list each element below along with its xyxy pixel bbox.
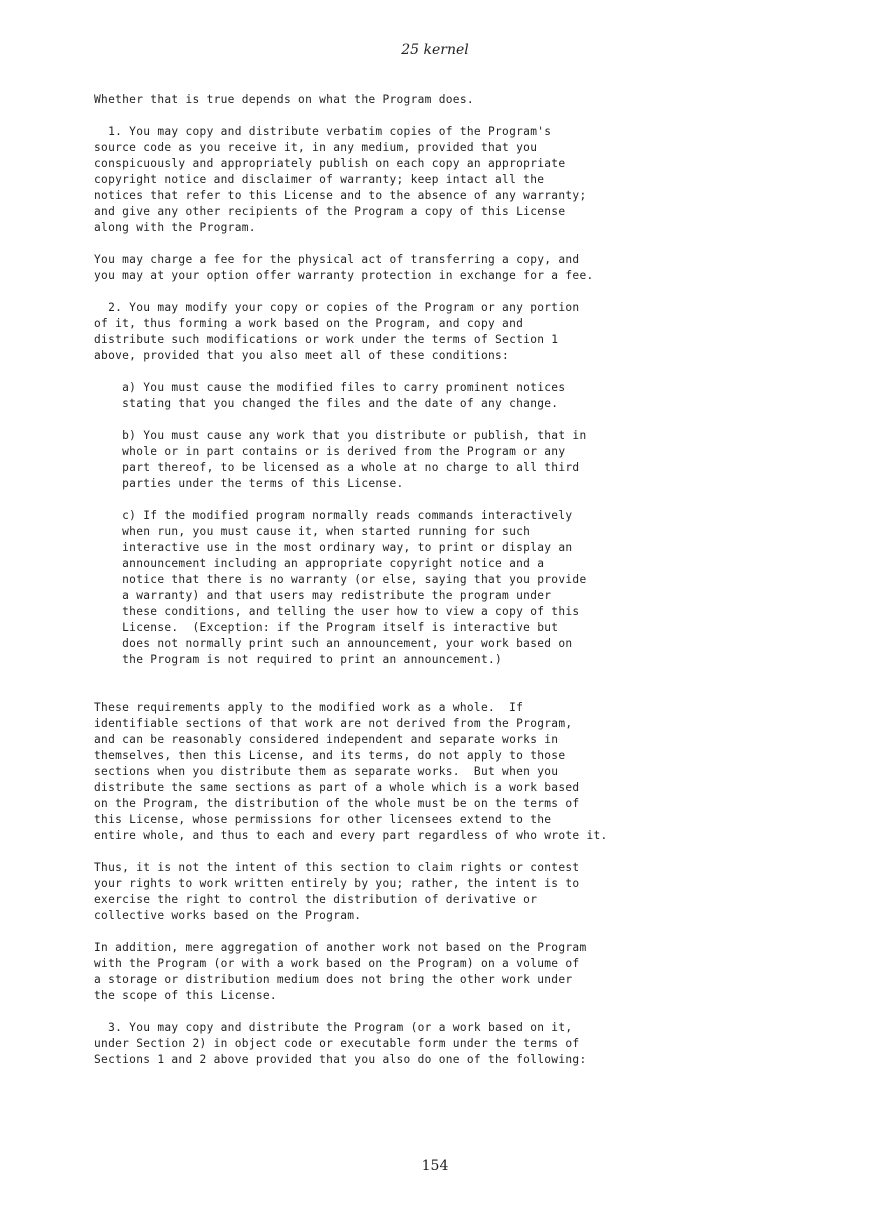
license-text-body: Whether that is true depends on what the Program does. 1. You may copy and distribute verbatim copies of the Program's source code as you receive it, in any medium, provided that you conspicuously and appropriately publish on each copy an appropriate copyright notice and disclaimer of warranty; keep intact all the notices that refer to this License and to the absence of any warranty; and give any other recipients of the Program a copy of this License along with the Program. You may charge a fee for the physical act of transferring a copy, and you may at your option offer warranty protection in exchange for a fee. 2. You may modify your copy or copies of the Program or any portion of it, thus forming a work based on the Program, and copy and distribute such modifications or work under the terms of Section 1 above, provided that you also meet all of these conditions: a) You must cause the modified files to carry prominent notices stating that you changed the files and the date of any change. b) You must cause any work that you distribute or publish, that in whole or in part contains or is derived from the Program or any part thereof, to be licensed as a whole at no charge to all third parties under the terms of this License. c) If the modified program normally reads commands interactively when run, you must cause it, when started running for such interactive use in the most ordinary way, to print or display an announcement including an appropriate copyright notice and a notice that there is no warranty (or else, saying that you provide a warranty) and that users may redistribute the program under these conditions, and telling the user how to view a copy of this License. (Exception: if the Program itself is interactive but does not normally print such an announcement, your work based on the Program is not required to print an announcement.) These requirements apply to the modified work as a whole. If identifiable sections of that work are not derived from the Program, and can be reasonably considered independent and separate works in themselves, then this License, and its terms, do not apply to those sections when you distribute them as separate works. But when you distribute the same sections as part of a whole which is a work based on the Program, the distribution of the whole must be on the terms of this License, whose permissions for other licensees extend to the entire whole, and thus to each and every part regardless of who wrote it. Thus, it is not the intent of this section to claim rights or contest your rights to work written entirely by you; rather, the intent is to exercise the right to control the distribution of derivative or collective works based on the Program. In addition, mere aggregation of another work not based on the Program with the Program (or with a work based on the Program) on a volume of a storage or distribution medium does not bring the other work under the scope of this License. 3. You may copy and distribute the Program (or a work based on it, under Section 2) in object code or executable form under the terms of Sections 1 and 2 above provided that you also do one of the following:	[94, 93, 608, 1066]
page-number: 154	[421, 1158, 449, 1174]
running-header-title: 25 kernel	[401, 42, 469, 58]
